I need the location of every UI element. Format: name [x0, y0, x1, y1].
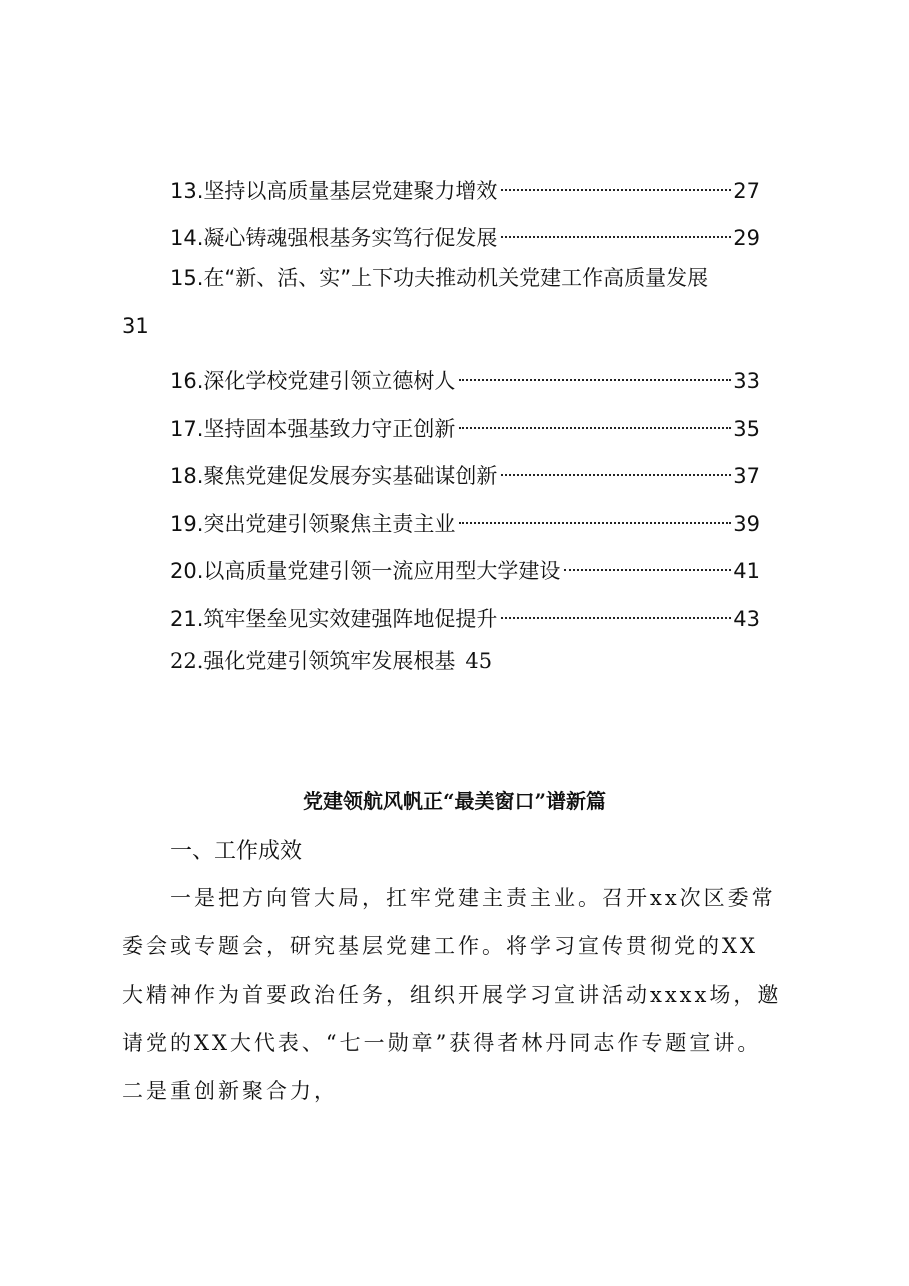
toc-entry-page: 33	[733, 369, 760, 393]
toc-entry-15[interactable]	[170, 263, 708, 293]
toc-entry-19[interactable]	[170, 501, 760, 539]
body-line: 一是把方向管大局，扛牢党建主责主业。召开xx次区委常	[170, 886, 776, 910]
body-line: 二是重创新聚合力，	[122, 1079, 338, 1103]
toc-entry-title: 在“新、活、实”上下功夫推动机关党建工作高质量发展	[203, 266, 709, 290]
toc-entry-number: 20.	[170, 559, 204, 583]
body-line: 请党的XX大代表、“七一勋章”获得者林丹同志作专题宣讲。	[122, 1031, 762, 1055]
toc-entry-title: 以高质量党建引领一流应用型大学建设	[203, 559, 561, 583]
toc-leader-dots	[501, 215, 731, 245]
toc-entry-title: 聚焦党建促发展夯实基础谋创新	[203, 464, 498, 488]
toc-entry-page: 45	[465, 649, 493, 673]
toc-entry-number: 13.	[170, 179, 204, 203]
toc-entry-13[interactable]	[170, 168, 760, 206]
toc-entry-number: 22.	[170, 649, 204, 673]
toc-entry-20[interactable]	[170, 548, 760, 586]
toc-entry-page: 37	[733, 464, 760, 488]
body-line: 大精神作为首要政治任务，组织开展学习宣讲活动xxxx场，邀	[122, 983, 782, 1007]
article-title: 党建领航风帆正“最美窗口”谱新篇	[302, 789, 606, 813]
toc-entry-number: 18.	[170, 464, 204, 488]
toc-entry-page: 41	[733, 559, 760, 583]
toc-leader-dots	[459, 358, 731, 388]
toc-entry-16[interactable]	[170, 358, 760, 396]
toc-leader-dots	[459, 501, 731, 531]
toc-entry-page: 43	[733, 607, 760, 631]
toc-entry-number: 15.	[170, 266, 204, 290]
toc-entry-page: 29	[733, 226, 760, 250]
toc-entry-title: 筑牢堡垒见实效建强阵地促提升	[203, 607, 498, 631]
toc-entry-title: 突出党建引领聚焦主责主业	[203, 512, 456, 536]
toc-entry-page: 27	[733, 179, 760, 203]
toc-entry-22[interactable]	[170, 646, 492, 676]
toc-entry-number: 16.	[170, 369, 204, 393]
toc-entry-17[interactable]	[170, 406, 760, 444]
toc-entry-title: 坚持固本强基致力守正创新	[203, 417, 456, 441]
body-line: 委会或专题会，研究基层党建工作。将学习宣传贯彻党的XX	[122, 934, 758, 958]
toc-leader-dots	[564, 548, 731, 578]
toc-entry-title: 强化党建引领筑牢发展根基	[203, 649, 456, 673]
toc-entry-number: 14.	[170, 226, 204, 250]
section-heading: 一、工作成效	[170, 839, 303, 864]
toc-entry-page: 39	[733, 512, 760, 536]
toc-leader-dots	[459, 406, 731, 436]
toc-entry-18[interactable]	[170, 453, 760, 491]
toc-entry-21[interactable]	[170, 596, 760, 634]
toc-entry-title: 坚持以高质量基层党建聚力增效	[203, 179, 498, 203]
toc-leader-dots	[501, 168, 731, 198]
toc-entry-number: 19.	[170, 512, 204, 536]
toc-entry-number: 17.	[170, 417, 204, 441]
toc-entry-number: 21.	[170, 607, 204, 631]
toc-entry-title: 深化学校党建引领立德树人	[203, 369, 456, 393]
toc-entry-page: 35	[733, 417, 760, 441]
toc-entry-14[interactable]	[170, 215, 760, 253]
toc-entry-title: 凝心铸魂强根基务实笃行促发展	[203, 226, 498, 250]
toc-leader-dots	[501, 453, 731, 483]
toc-leader-dots	[501, 596, 731, 626]
toc-entry-page: 31	[122, 314, 149, 338]
